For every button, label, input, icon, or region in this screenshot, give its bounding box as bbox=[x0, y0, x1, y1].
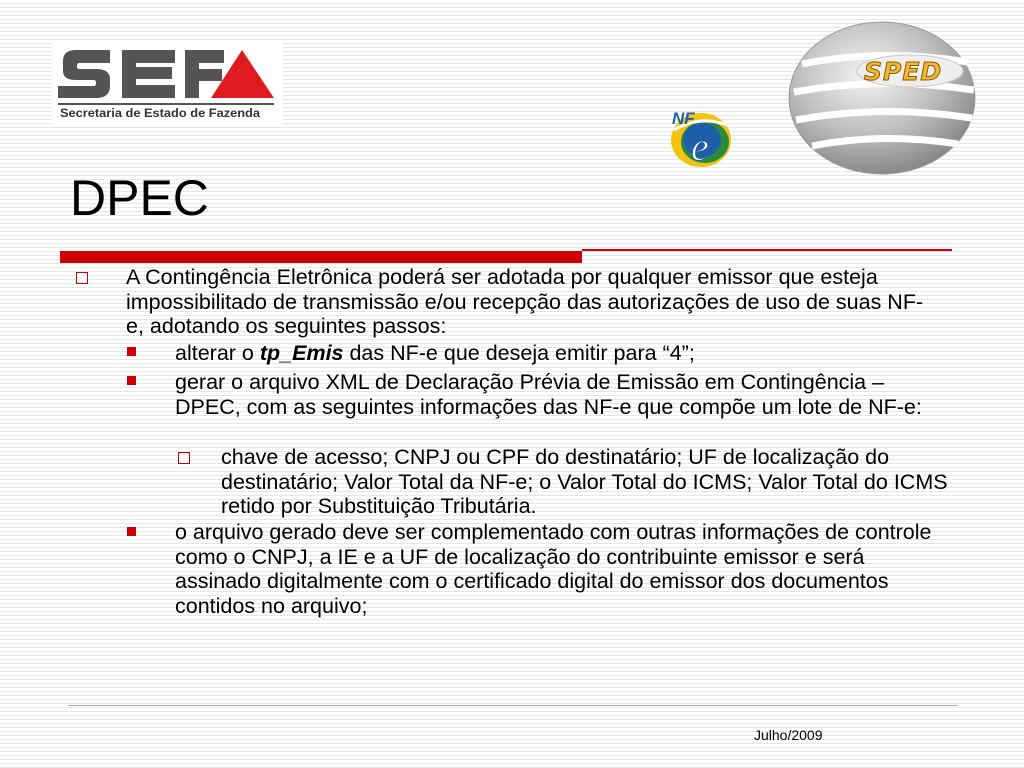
bullet-text-after: das NF-e que deseja emitir para “4”; bbox=[343, 341, 695, 365]
sef-logo-graphic bbox=[52, 43, 282, 125]
filled-square-bullet-icon bbox=[127, 347, 136, 356]
title-underline-bar bbox=[60, 251, 582, 263]
sef-logo bbox=[52, 43, 282, 125]
slide-title: DPEC bbox=[70, 170, 209, 226]
footer-divider bbox=[68, 705, 958, 706]
bullet-level2-gerar-xml: gerar o arquivo XML de Declaração Prévia de Emissão em Contingência – DPEC, com as seguintes informações das NF-e que compõe um lote de NF-e: bbox=[175, 370, 922, 419]
hollow-square-bullet-icon bbox=[178, 452, 190, 464]
footer-date: Julho/2009 bbox=[754, 727, 823, 743]
bullet-level2-arquivo-gerado: o arquivo gerado deve ser complementado com outras informações de controle como o CNPJ, a IE e a UF de localização do contribuinte emissor e será assinado digitalmente com o certificado digital do emissor dos documentos contidos no arquivo; bbox=[175, 520, 932, 618]
bullet-level2-alterar bbox=[175, 341, 945, 366]
nfe-logo bbox=[664, 100, 738, 174]
bullet-level3-chave-acesso: chave de acesso; CNPJ ou CPF do destinatário; UF de localização do destinatário; Valor Total da NF-e; o Valor Total do ICMS; Valor Total do ICMS retido por Substituição Tributária. bbox=[221, 445, 948, 518]
svg-text:SPED: SPED bbox=[864, 57, 943, 86]
filled-square-bullet-icon bbox=[127, 527, 136, 536]
title-underline-thin-line bbox=[582, 249, 952, 251]
sped-logo bbox=[782, 18, 980, 178]
hollow-square-bullet-icon bbox=[76, 272, 88, 284]
svg-text:NF: NF bbox=[672, 109, 695, 128]
tp-emis-field-name: tp_Emis bbox=[259, 341, 344, 365]
bullet-text-before: alterar o bbox=[175, 341, 260, 365]
bullet-level1-intro: A Contingência Eletrônica poderá ser adotada por qualquer emissor que esteja impossibilitado de transmissão e/ou recepção das autorizações de uso de suas NF-e, adotando os seguintes passos: bbox=[126, 265, 924, 338]
filled-square-bullet-icon bbox=[127, 376, 136, 385]
svg-text:e: e bbox=[691, 124, 709, 169]
svg-text:Secretaria de Estado de Fazend: Secretaria de Estado de Fazenda bbox=[60, 108, 261, 120]
nfe-logo-graphic bbox=[664, 100, 738, 174]
sped-logo-graphic bbox=[782, 18, 980, 178]
